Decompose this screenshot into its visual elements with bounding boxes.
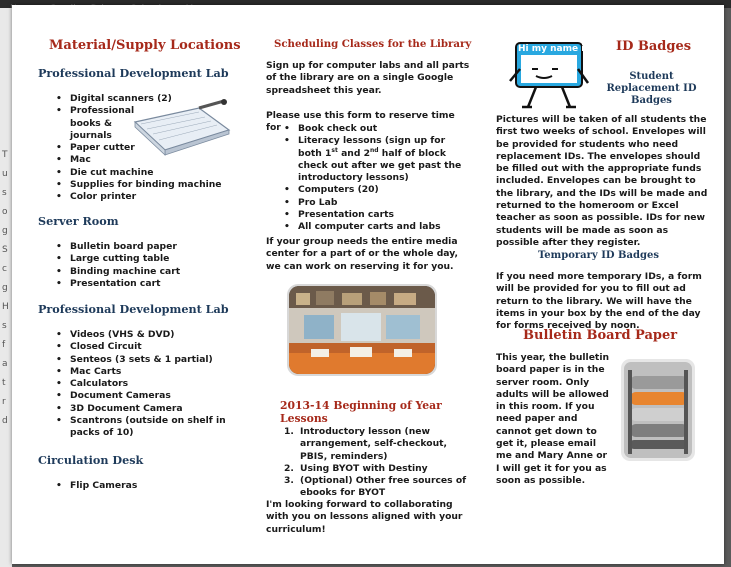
- bulletin-heading: Bulletin Board Paper: [523, 328, 678, 343]
- list-item: • Professional books & journals: [54, 105, 140, 142]
- list-item: • Document Cameras: [54, 390, 244, 402]
- bg-letter: f: [2, 340, 6, 350]
- temporary-badges-heading: Temporary ID Badges: [538, 250, 659, 261]
- pictures-paragraph: Pictures will be taken of all students the first two weeks of school. Envelopes will be provided for students who need replacement IDs. The envelopes should be filled out with the appropriate funds included. Envelopes can be brought to the library, and the IDs will be made and returned to the homeroom or Excel teacher as soon as possible. IDs for new students will be made as soon as possible after they register.: [496, 114, 708, 248]
- section-heading: Circulation Desk: [38, 453, 144, 467]
- lessons-list: [280, 426, 470, 500]
- list-item: • Computers (20): [282, 184, 470, 196]
- supply-locations-column: [34, 5, 249, 564]
- list-item: 1. Introductory lesson (new arrangement, self-checkout, PBIS, reminders): [284, 426, 447, 462]
- supply-list: [54, 329, 244, 440]
- list-item: • Binding machine cart: [54, 266, 244, 278]
- section-heading: Server Room: [38, 214, 119, 228]
- id-badges-title: ID Badges: [616, 39, 692, 54]
- list-item: • Closed Circuit: [54, 341, 244, 353]
- list-item: • Flip Cameras: [54, 480, 244, 492]
- list-item: • Literacy lessons (sign up for both 1st and 2nd half of block check out after we get past the introductory lessons): [282, 135, 470, 184]
- supply-locations-title: Material/Supply Locations: [49, 38, 241, 53]
- list-item: • Supplies for binding machine: [54, 179, 244, 191]
- signup-paragraph: Sign up for computer labs and all parts of the library are on a single Google spreadsheet this year.: [266, 60, 470, 96]
- bg-letter: r: [2, 397, 6, 407]
- list-item: • Videos (VHS & DVD): [54, 329, 244, 341]
- name-badge-icon: [506, 27, 596, 112]
- list-item: • 3D Document Camera: [54, 403, 244, 415]
- list-item: 2. Using BYOT with Destiny: [284, 462, 428, 474]
- paper-cutter-icon: [129, 100, 234, 158]
- supply-list: [54, 241, 244, 290]
- section-heading: Professional Development Lab: [38, 302, 229, 316]
- bg-letter: c: [2, 264, 7, 274]
- bg-letter: s: [2, 188, 7, 198]
- list-item: • Color printer: [54, 191, 244, 203]
- section-heading: Professional Development Lab: [38, 66, 229, 80]
- list-item: • Calculators: [54, 378, 244, 390]
- list-item: 3. (Optional) Other free sources of ebooks for BYOT: [284, 475, 467, 499]
- replacement-subtitle: Student Replacement ID Badges: [606, 71, 697, 106]
- bg-letter: g: [2, 283, 8, 293]
- list-item: • All computer carts and labs: [282, 221, 470, 233]
- bg-letter: T: [2, 150, 8, 160]
- list-item: • Senteos (3 sets & 1 partial): [54, 354, 244, 366]
- list-item: • Book check out: [282, 123, 470, 135]
- list-item: • Presentation cart: [54, 278, 244, 290]
- list-item: • Pro Lab: [282, 197, 470, 209]
- group-note: If your group needs the entire media center for a part of or the whole day, we can work on reserving it for you.: [266, 236, 458, 272]
- list-item: • Large cutting table: [54, 253, 244, 265]
- list-item: • Mac: [54, 154, 244, 166]
- bg-letter: H: [2, 302, 9, 312]
- list-item: • Paper cutter: [54, 142, 244, 154]
- closing-note: I'm looking forward to collaborating with you on lessons aligned with your curriculum!: [266, 499, 463, 535]
- id-badges-column: [494, 5, 709, 564]
- bg-letter: S: [2, 245, 8, 255]
- paper-rack-photo: [620, 358, 696, 462]
- scheduling-column: [264, 5, 474, 564]
- list-item: • Scantrons (outside on shelf in packs of 10): [54, 415, 244, 440]
- brochure-page: [12, 5, 724, 564]
- bg-letter: d: [2, 416, 8, 426]
- bg-letter: u: [2, 169, 8, 179]
- reserve-list: [282, 123, 470, 234]
- list-item: • Digital scanners (2): [54, 93, 244, 105]
- background-page-strip: [0, 8, 12, 567]
- form-intro: Please use this form to reserve time for: [266, 110, 455, 134]
- bg-letter: g: [2, 226, 8, 236]
- lessons-heading: 2013-14 Beginning of Year Lessons: [280, 399, 442, 425]
- scheduling-title: Scheduling Classes for the Library: [274, 38, 472, 50]
- bulletin-paragraph: This year, the bulletin board paper is in the server room. Only adults will be allowed in this room. If you need paper and cannot get down to get it, please email me and Mary Anne or I will get it for you as soon as possible.: [496, 352, 610, 486]
- list-item: • Presentation carts: [282, 209, 470, 221]
- list-item: • Die cut machine: [54, 167, 244, 179]
- list-item: • Mac Carts: [54, 366, 244, 378]
- bg-letter: o: [2, 207, 8, 217]
- badge-sticker-text: Hi my name is: [518, 44, 590, 54]
- supply-list: [54, 480, 244, 492]
- library-photo: [286, 283, 438, 377]
- bg-letter: a: [2, 359, 8, 369]
- bg-letter: s: [2, 321, 7, 331]
- list-item: • Bulletin board paper: [54, 241, 244, 253]
- bg-letter: t: [2, 378, 6, 388]
- temporary-paragraph: If you need more temporary IDs, a form will be provided for you to fill out ad return to the library. We will have the items in your box by the end of the day for forms received by noon.: [496, 271, 702, 332]
